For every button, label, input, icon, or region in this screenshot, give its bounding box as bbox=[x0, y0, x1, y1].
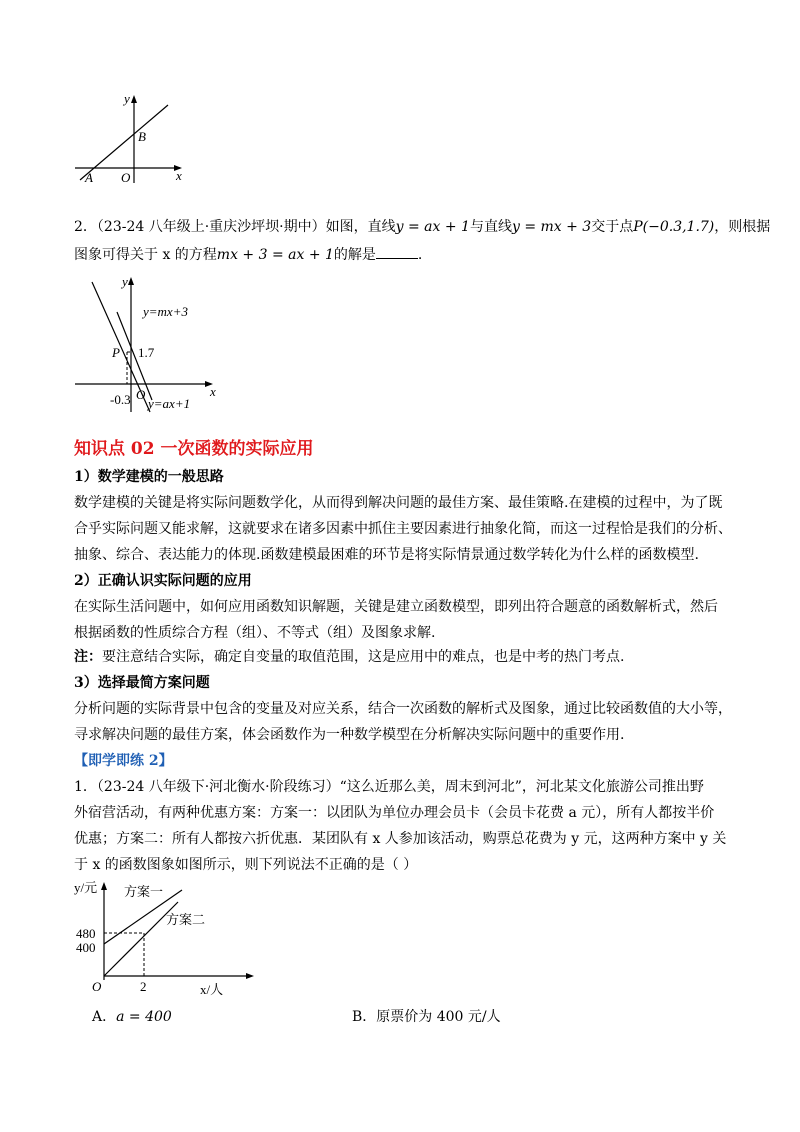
para-3-line-1: 分析问题的实际背景中包含的变量及对应关系，结合一次函数的解析式及图象，通过比较函数值的大小等， bbox=[74, 701, 732, 717]
plan-2-label: 方案二 bbox=[166, 912, 206, 927]
x-axis-arrow bbox=[246, 973, 254, 979]
q2-text-b: ，则根据 bbox=[714, 219, 771, 235]
x-label: x bbox=[210, 384, 216, 399]
option-a-label: A． bbox=[92, 1009, 117, 1025]
q1-line-2: 外宿营活动，有两种优惠方案：方案一：以团队为单位办理会员卡（会员卡花费 a 元），所有人都按半价 bbox=[74, 805, 715, 821]
q2-eq3: mx + 3 = ax + 1 bbox=[216, 247, 334, 263]
practice-heading: 【即学即练 2】 bbox=[74, 753, 173, 769]
value-neg-0-3: -0.3 bbox=[110, 392, 131, 407]
figure-1 bbox=[70, 88, 200, 188]
option-b[interactable] bbox=[352, 1006, 501, 1028]
value-1-7: 1.7 bbox=[138, 345, 155, 360]
q2-eq1: y = ax + 1 bbox=[395, 219, 470, 235]
q2-text-e: . bbox=[417, 247, 423, 263]
option-b-label: B． bbox=[352, 1009, 377, 1025]
point-b-label: B bbox=[138, 129, 146, 144]
q2-line2 bbox=[74, 244, 422, 266]
label-ax1: y=ax+1 bbox=[148, 396, 191, 411]
heading-1: 1）数学建模的一般思路 bbox=[74, 469, 224, 485]
figure-2 bbox=[70, 272, 230, 422]
q2-point: P(−0.3,1.7) bbox=[633, 219, 715, 235]
tick-400: 400 bbox=[76, 940, 96, 955]
tick-480: 480 bbox=[76, 926, 96, 941]
option-a-text: a = 400 bbox=[116, 1009, 172, 1025]
line-ab bbox=[80, 105, 168, 180]
option-b-text: 原票价为 400 元/人 bbox=[376, 1009, 501, 1025]
q2-line1 bbox=[74, 216, 770, 238]
para-3-line-2: 寻求解决问题的最佳方案，体会函数作为一种数学模型在分析解决实际问题中的重要作用. bbox=[74, 727, 625, 743]
x-label: x bbox=[176, 168, 182, 183]
y-axis-arrow bbox=[101, 882, 107, 890]
para-1-line-2: 合乎实际问题又能求解，这就要求在诸多因素中抓住主要因素进行抽象化简，而这一过程恰是我们的分析、 bbox=[74, 521, 732, 537]
plan-1-label: 方案一 bbox=[124, 884, 164, 899]
y-axis-label: y/元 bbox=[74, 880, 98, 895]
option-a[interactable] bbox=[92, 1006, 172, 1028]
point-p-label: P bbox=[112, 345, 120, 360]
q2-text-mid2: 交于点 bbox=[591, 219, 634, 235]
note-text: 要注意结合实际，确定自变量的取值范围，这是应用中的难点，也是中考的热门考点. bbox=[102, 649, 625, 665]
label-mx3: y=mx+3 bbox=[143, 304, 188, 319]
para-1-line-3: 抽象、综合、表达能力的体现.函数建模最困难的环节是将实际情景通过数学转化为什么样的函数模型. bbox=[74, 547, 699, 563]
q2-text-mid1: 与直线 bbox=[469, 219, 512, 235]
x-axis-label: x/人 bbox=[200, 982, 224, 997]
y-label: y bbox=[122, 274, 128, 289]
origin-label: O bbox=[121, 170, 131, 185]
q2-text-c: 图象可得关于 x 的方程 bbox=[74, 247, 217, 263]
q2-eq2: y = mx + 3 bbox=[511, 219, 592, 235]
y-label: y bbox=[124, 91, 130, 106]
q2-number: 2． bbox=[74, 219, 97, 235]
para-2-line-1: 在实际生活问题中，如何应用函数知识解题，关键是建立函数模型，即列出符合题意的函数解析式，然后 bbox=[74, 599, 718, 615]
q1-line-3: 优惠；方案二：所有人都按六折优惠．某团队有 x 人参加该活动，购票总花费为 y 元，这两种方案中 y 关 bbox=[74, 831, 727, 847]
q2-text-d: 的解是 bbox=[333, 247, 376, 263]
q1-line-1: 1．（23-24 八年级下·河北衡水·阶段练习）“这么近那么美，周末到河北”，河北某文化旅游公司推出野 bbox=[74, 779, 704, 795]
para-1-line-1: 数学建模的关键是将实际问题数学化，从而得到解决问题的最佳方案、最佳策略.在建模的过程中，为了既 bbox=[74, 495, 723, 511]
section-title: 知识点 02 一次函数的实际应用 bbox=[74, 439, 314, 459]
q2-answer-blank[interactable] bbox=[376, 246, 418, 259]
y-axis-arrow bbox=[128, 277, 134, 285]
tick-2: 2 bbox=[140, 979, 147, 994]
y-axis-arrow bbox=[131, 95, 137, 103]
point-a-label: A bbox=[85, 170, 93, 185]
q1-line-4: 于 x 的函数图象如图所示，则下列说法不正确的是（ ） bbox=[74, 857, 418, 873]
origin-label: O bbox=[92, 979, 102, 994]
note bbox=[74, 646, 624, 668]
note-label: 注： bbox=[74, 649, 102, 665]
para-2-line-2: 根据函数的性质综合方程（组）、不等式（组）及图象求解. bbox=[74, 625, 436, 641]
figure-3 bbox=[70, 876, 270, 1002]
origin-label: O bbox=[136, 387, 146, 402]
heading-3: 3）选择最简方案问题 bbox=[74, 675, 210, 691]
q2-text-a: （23-24 八年级上·重庆沙坪坝·期中）如图，直线 bbox=[96, 219, 396, 235]
heading-2: 2）正确认识实际问题的应用 bbox=[74, 573, 252, 589]
